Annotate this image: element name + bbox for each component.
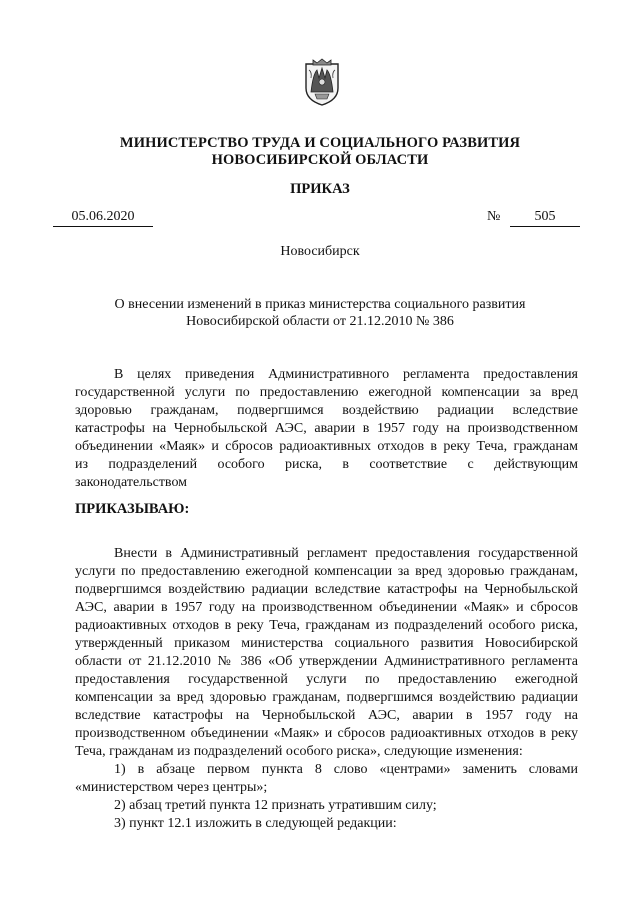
city-name: Новосибирск	[280, 244, 360, 259]
body-line: АЭС, аварии в 1957 году на производственном объединении «Маяк» и сбросов	[75, 600, 578, 615]
subject-line1: О внесении изменений в приказ министерства социального развития	[114, 297, 526, 312]
body-line: вследствие катастрофы на Чернобыльской АЭС, аварии в 1957 году на	[75, 708, 578, 723]
preamble-line: В целях приведения Административного регламента предоставления	[114, 367, 578, 382]
preamble-line: государственной услуги по предоставлению ежегодной компенсации за вред	[75, 385, 578, 400]
body-line: утвержденный приказом министерства социального развития Новосибирской	[75, 636, 578, 651]
list-item-2: 2) абзац третий пункта 12 признать утратившим силу;	[114, 798, 437, 813]
body-line: компенсации за вред здоровью гражданам, подвергшимся воздействию радиации	[75, 690, 578, 705]
coat-of-arms-emblem	[303, 58, 341, 106]
body-line: производственном объединении «Маяк» и сбросов радиоактивных отходов в реку	[75, 726, 578, 741]
preamble-line: законодательством	[75, 475, 188, 490]
list-item-1-line1: 1) в абзаце первом пункта 8 слово «центрами» заменить словами	[114, 762, 578, 777]
order-command-word: ПРИКАЗЫВАЮ:	[75, 501, 190, 517]
order-number-field: 505	[510, 208, 580, 227]
body-line: Теча, гражданам из подразделений особого риска», следующие изменения:	[75, 744, 523, 759]
body-line: области от 21.12.2010 № 386 «Об утверждении Административного регламента	[75, 654, 578, 669]
number-sign: №	[487, 209, 501, 224]
preamble-line: катастрофы на Чернобыльской АЭС, аварии в 1957 году на производственном	[75, 421, 578, 436]
list-item-3: 3) пункт 12.1 изложить в следующей редакции:	[114, 816, 397, 831]
list-item-1-line2: «министерством через центры»;	[75, 780, 268, 795]
order-date-field: 05.06.2020	[53, 208, 153, 227]
body-line: радиоактивных отходов в реку Теча, гражданам из подразделений особого риска,	[75, 618, 578, 633]
body-line: предоставления государственной услуги по предоставлению ежегодной	[75, 672, 578, 687]
body-line: услуги по предоставлению ежегодной компенсации за вред здоровью гражданам,	[75, 564, 578, 579]
preamble-line: из подразделений особого риска, в соответствие с действующим	[75, 457, 578, 472]
preamble-line: здоровью гражданам, подвергшимся воздействию радиации вследствие	[75, 403, 578, 418]
body-line: Внести в Административный регламент предоставления государственной	[114, 546, 578, 561]
body-line: подвергшимся воздействию радиации вследствие катастрофы на Чернобыльской	[75, 582, 578, 597]
subject-line2: Новосибирской области от 21.12.2010 № 386	[186, 314, 454, 329]
ministry-name-line2: НОВОСИБИРСКОЙ ОБЛАСТИ	[211, 152, 429, 168]
preamble-line: объединении «Маяк» и сбросов радиоактивных отходов в реку Теча, гражданам	[75, 439, 578, 454]
ministry-name-line1: МИНИСТЕРСТВО ТРУДА И СОЦИАЛЬНОГО РАЗВИТИЯ	[119, 135, 521, 151]
document-type-title: ПРИКАЗ	[290, 181, 350, 197]
